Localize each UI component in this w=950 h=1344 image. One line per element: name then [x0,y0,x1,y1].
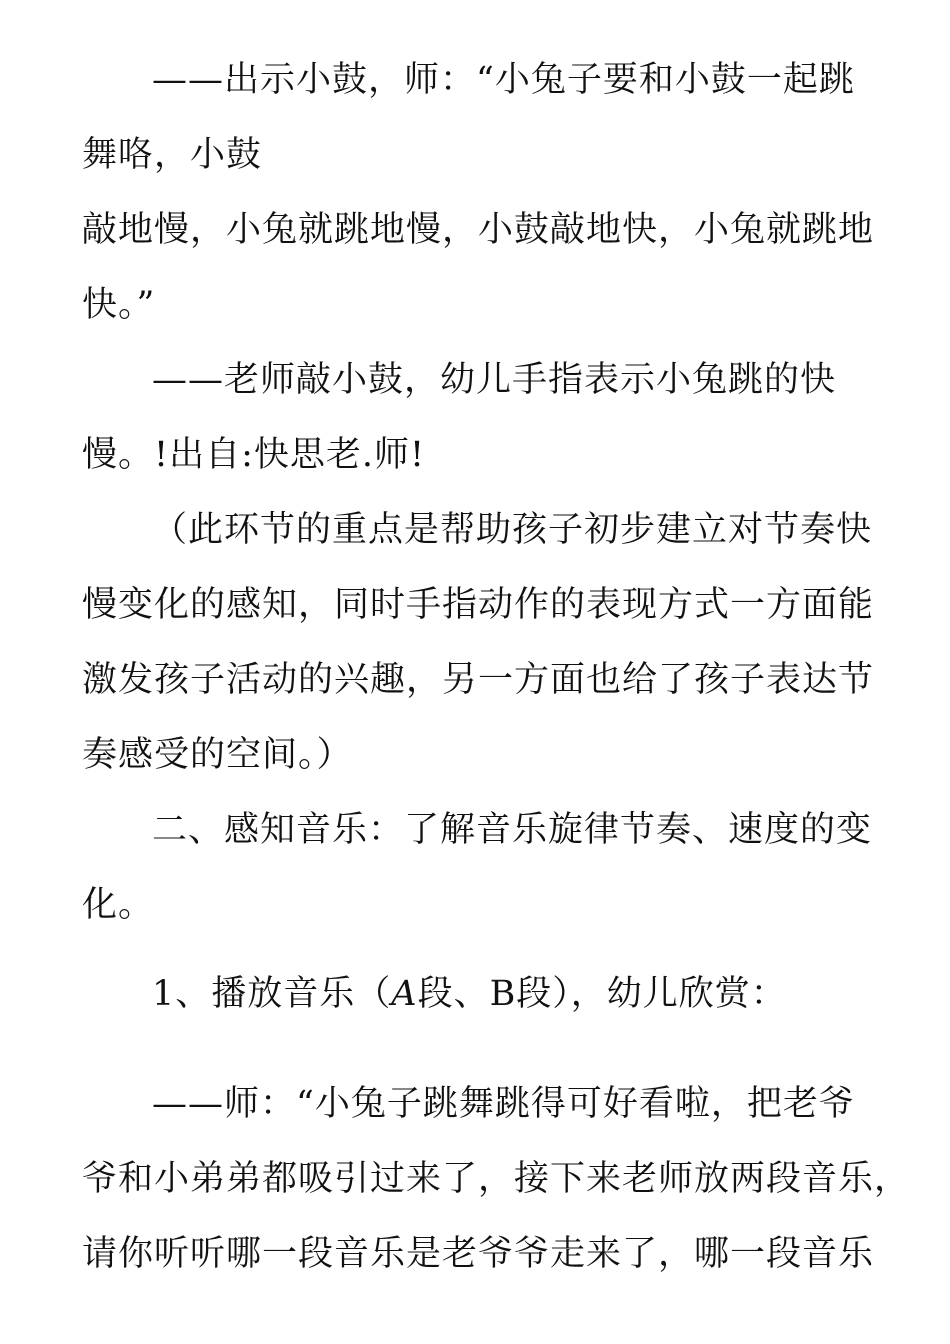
step-text-rest: 段、B段），幼儿欣赏： [417,974,787,1014]
text-line: 慢。!出自:快思老.师! [82,435,426,475]
text-line: ——出示小鼓，师：“小兔子要和小鼓一起跳 [152,60,855,100]
text-line: 爷和小弟弟都吸引过来了，接下来老师放两段音乐， [82,1159,911,1199]
section-heading: 二、感知音乐：了解音乐旋律节奏、速度的变 [152,810,873,850]
text-line: 快。” [82,285,156,325]
text-line: 化。 [82,885,155,925]
text-line: 请你听听哪一段音乐是老爷爷走来了，哪一段音乐 [82,1234,875,1274]
text-line: ——老师敲小鼓，幼儿手指表示小兔跳的快 [152,360,837,400]
text-line: （此环节的重点是帮助孩子初步建立对节奏快 [152,510,873,550]
text-line: 激发孩子活动的兴趣，另一方面也给了孩子表达节 [82,660,875,700]
step-text-pre: 1、播放音乐（ [152,974,392,1014]
text-line: 奏感受的空间。） [82,735,353,775]
segment-a-label: A [391,974,418,1014]
step-heading [152,972,787,1016]
text-line: ——师：“小兔子跳舞跳得可好看啦，把老爷 [152,1084,855,1124]
text-line: 舞咯，小鼓 [82,135,263,175]
text-line: 慢变化的感知，同时手指动作的表现方式一方面能 [82,585,875,625]
text-line: 敲地慢，小兔就跳地慢，小鼓敲地快，小兔就跳地 [82,210,875,250]
